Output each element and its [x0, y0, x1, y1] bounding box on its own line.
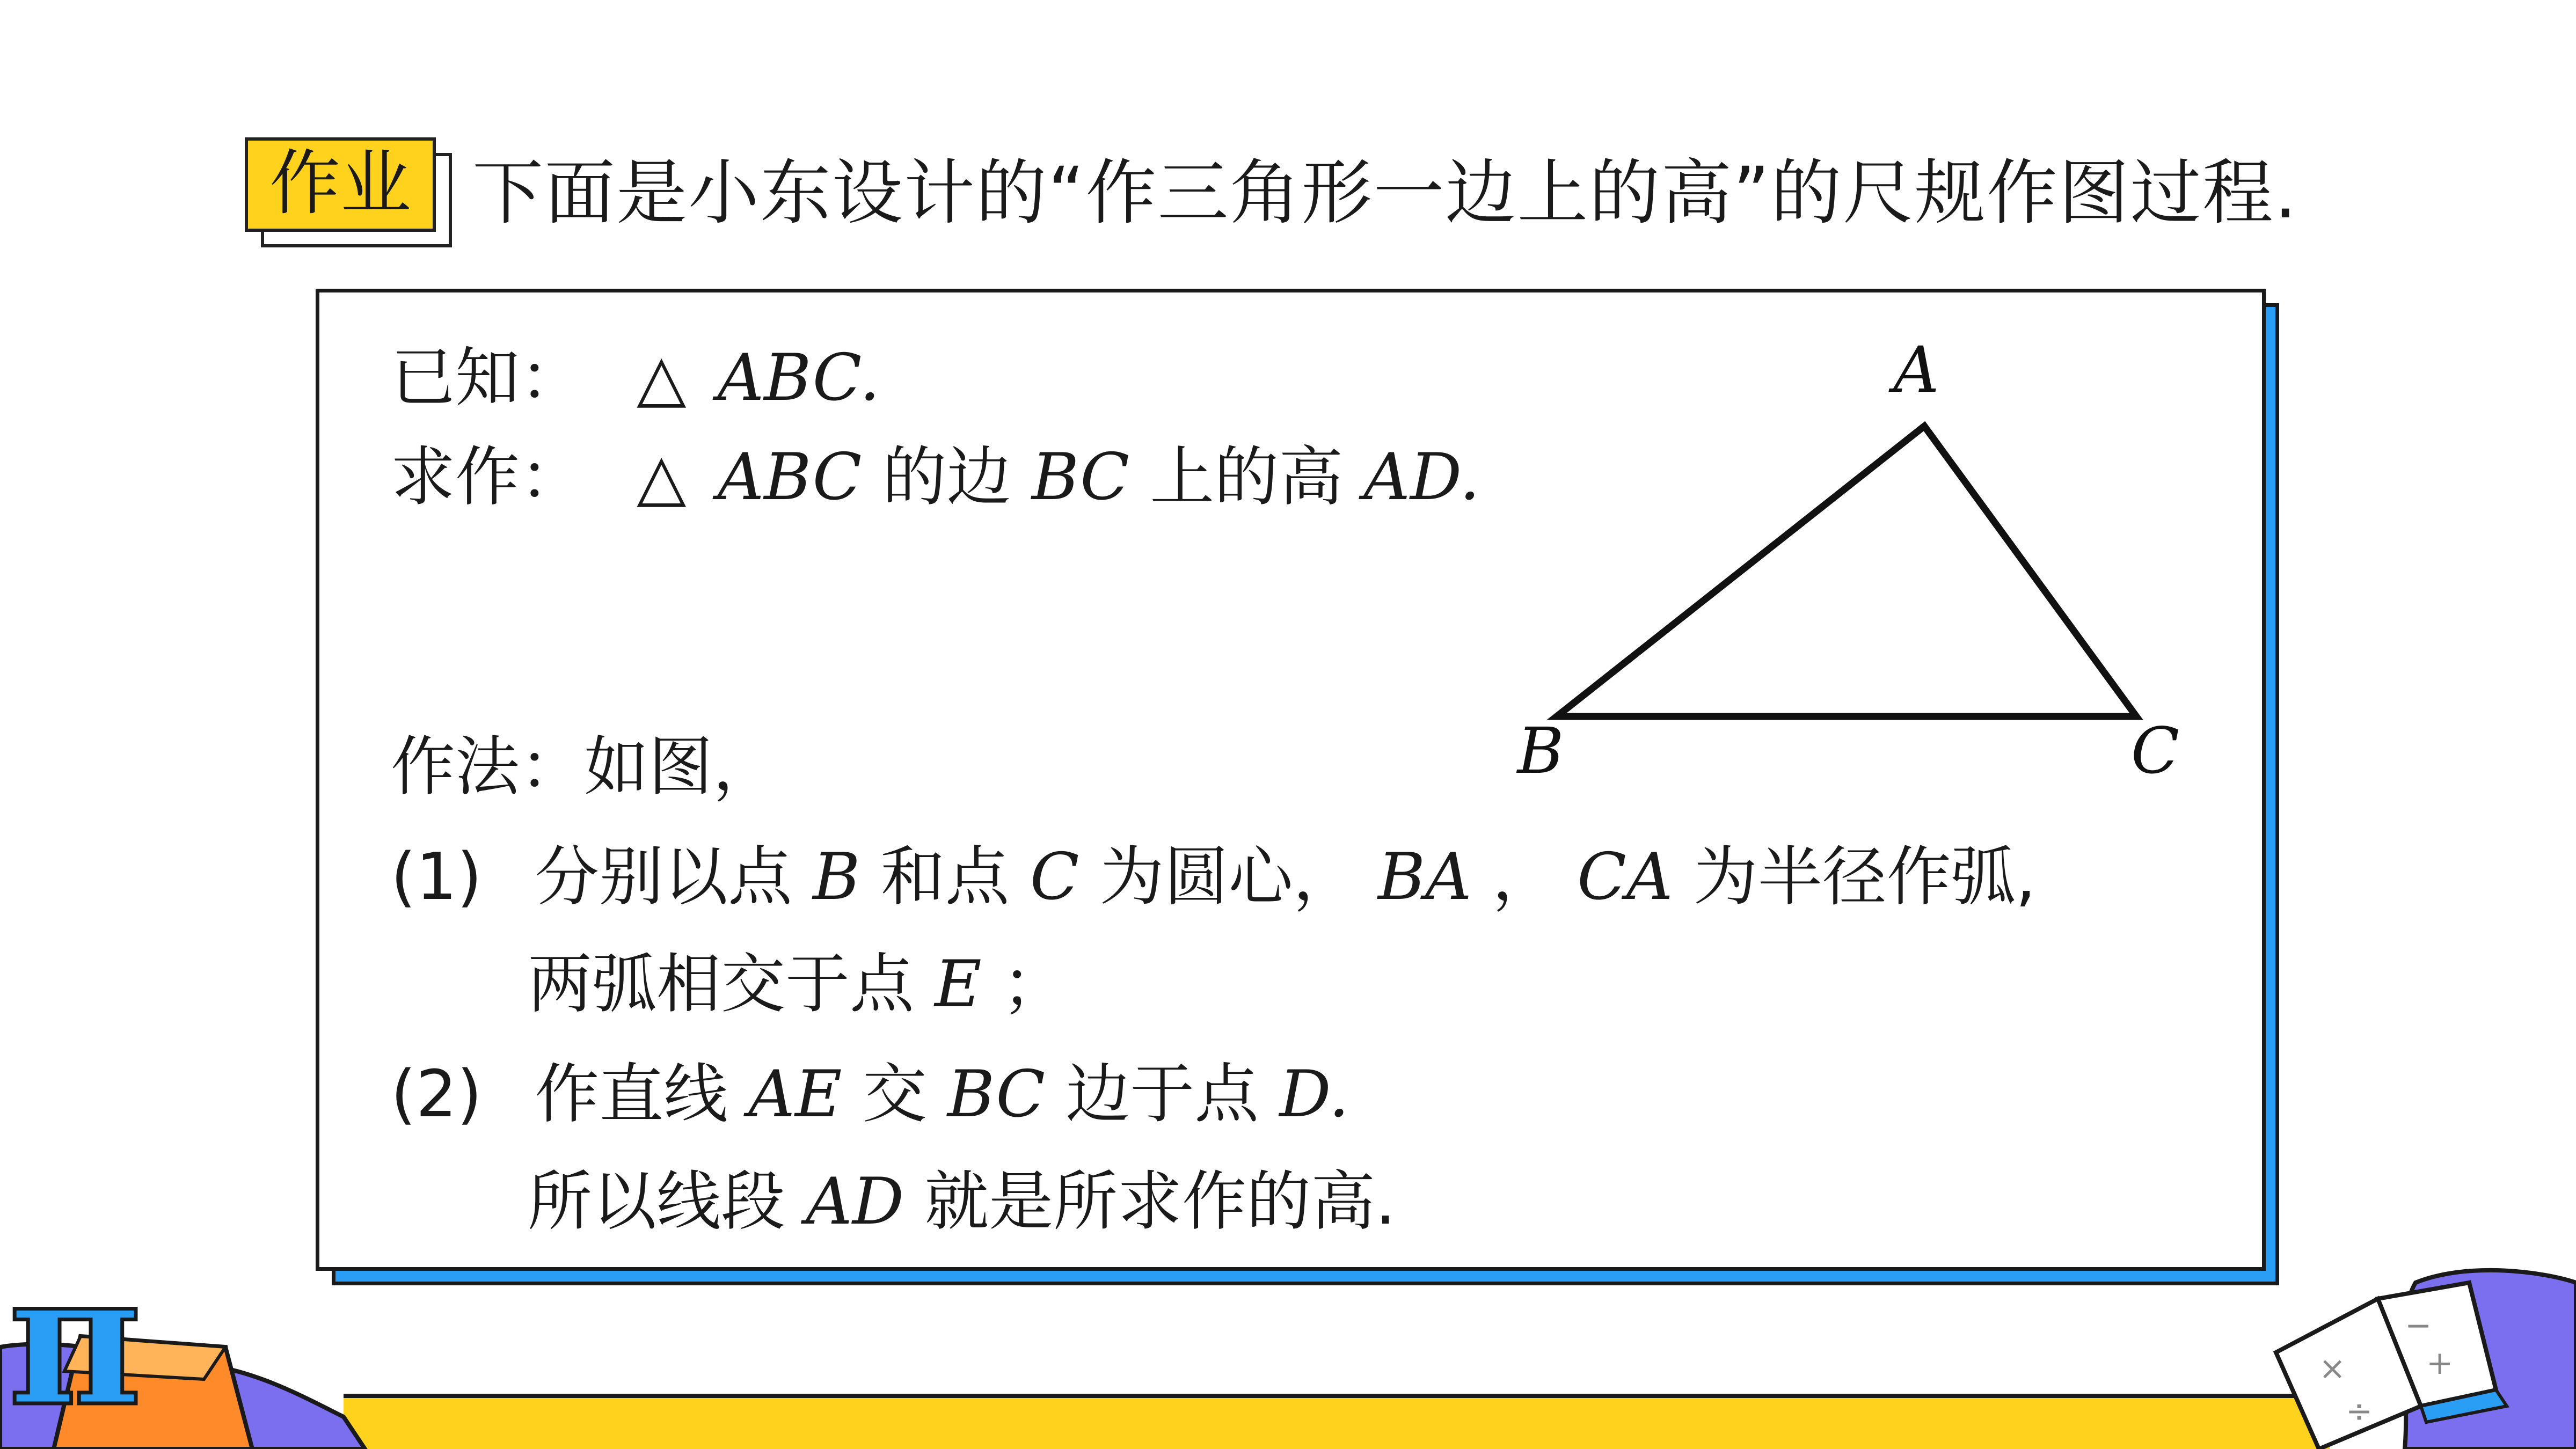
given-triangle-name: ABC.	[717, 341, 880, 415]
step-1-number: (1)	[391, 840, 482, 914]
problem-title: 下面是小东设计的“作三角形一边上的高”的尺规作图过程.	[472, 152, 2298, 235]
step-2-number: (2)	[391, 1057, 482, 1132]
plus-symbol: +	[2426, 1344, 2454, 1382]
triangle-symbol: △	[637, 341, 687, 415]
step-1-text: 为半径作弧,	[1693, 840, 2036, 914]
step-2-text: 交	[862, 1057, 947, 1132]
point-c: C	[1030, 840, 1079, 914]
task-triangle-name: ABC	[717, 440, 862, 515]
task-text: 上的高	[1150, 440, 1364, 515]
divide-symbol: ÷	[2346, 1393, 2373, 1430]
pi-icon: π	[8, 1256, 142, 1447]
vertex-label-a: A	[1893, 333, 1939, 407]
step-2-text: 就是所求作的高.	[924, 1165, 1396, 1239]
step-2-text: 作直线	[535, 1057, 749, 1132]
segment-ca: CA	[1577, 840, 1673, 914]
bottom-bar	[344, 1394, 2330, 1449]
step-1-text: 为圆心，	[1099, 840, 1358, 914]
step-1-text: ；	[1002, 947, 1067, 1022]
task-side: BC	[1031, 440, 1130, 515]
segment-ad: AD	[806, 1165, 904, 1239]
minus-symbol: −	[2405, 1307, 2432, 1344]
step-1-text: 两弧相交于点	[528, 947, 935, 1022]
times-symbol: ×	[2319, 1350, 2346, 1387]
task-text: 的边	[882, 440, 1032, 515]
triangle-figure	[1492, 333, 2190, 805]
step-1-text: ，	[1492, 840, 1557, 914]
given-line	[391, 335, 880, 421]
step-2-text: 边于点	[1066, 1057, 1280, 1132]
step-1-text: 分别以点	[535, 840, 813, 914]
step-1-continuation	[528, 942, 1067, 1028]
right-corner-decoration	[2244, 1250, 2576, 1449]
step-2-continuation	[528, 1159, 1396, 1245]
step-2-text: 所以线段	[528, 1165, 806, 1239]
point-d: D.	[1279, 1057, 1349, 1132]
left-corner-decoration	[0, 1256, 408, 1449]
vertex-label-b: B	[1517, 714, 1564, 788]
segment-ba: BA	[1377, 840, 1472, 914]
homework-tag: 作业	[245, 137, 436, 232]
step-1-text: 和点	[880, 840, 1030, 914]
vertex-label-c: C	[2130, 714, 2180, 788]
task-line	[391, 435, 1480, 521]
triangle-abc	[1557, 426, 2136, 716]
point-e: E	[935, 947, 982, 1022]
method-label: 作法：如图，	[391, 730, 777, 804]
side-bc: BC	[947, 1057, 1046, 1132]
task-altitude: AD.	[1363, 440, 1480, 515]
line-ae: AE	[748, 1057, 842, 1132]
task-label: 求作：	[391, 440, 584, 515]
triangle-symbol: △	[637, 440, 687, 515]
step-1-line	[391, 835, 2036, 920]
point-b: B	[813, 840, 860, 914]
given-label: 已知：	[391, 341, 584, 415]
step-2-line	[391, 1052, 1349, 1138]
